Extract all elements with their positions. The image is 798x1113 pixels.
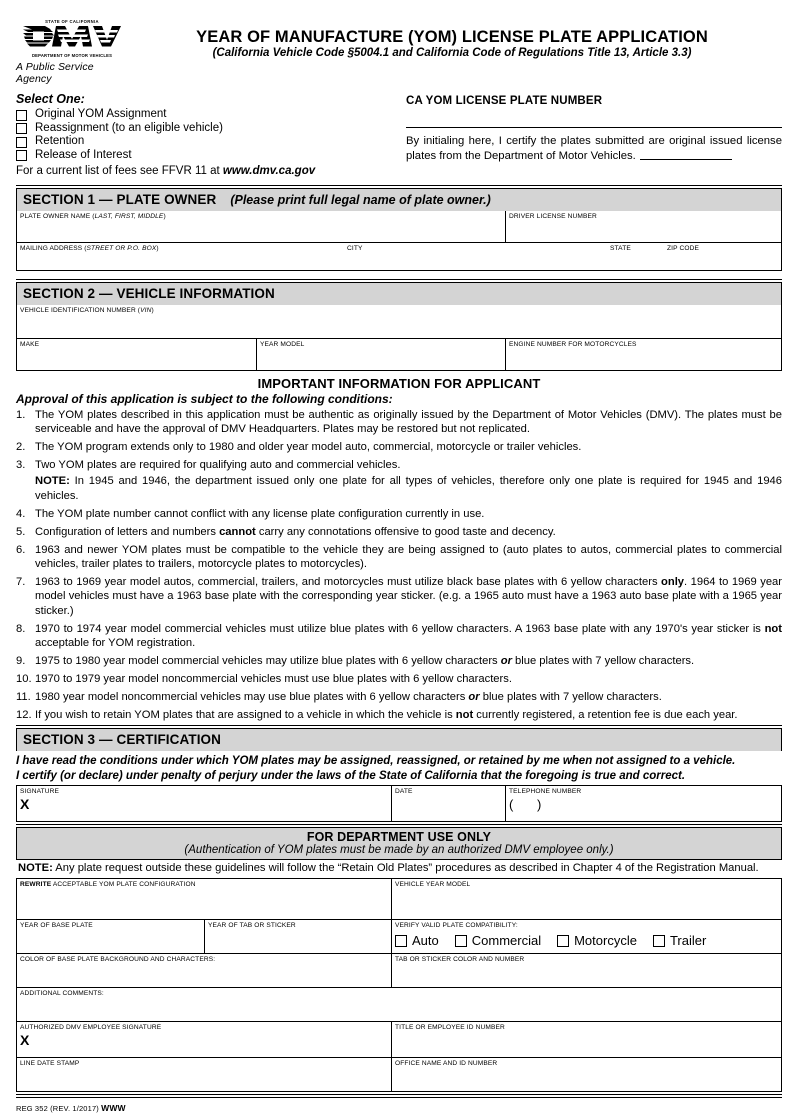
checkbox-label: Auto [412,933,439,949]
checkbox-label: Release of Interest [35,148,132,161]
item-number: 5. [16,525,26,538]
field-color-of-base-plate[interactable] [17,954,392,987]
field-label: VEHICLE IDENTIFICATION NUMBER (VIN) [20,306,154,314]
field-rewrite-plate-configuration[interactable] [17,879,392,919]
item-note [35,474,782,503]
www-label: WWW [101,1103,126,1113]
item-number: 8. [16,622,26,635]
form-title: YEAR OF MANUFACTURE (YOM) LICENSE PLATE APPLICATION [196,28,708,46]
important-info-subtitle: Approval of this application is subject to the following conditions: [16,391,393,406]
field-label: PLATE OWNER NAME (LAST, FIRST, MIDDLE) [20,213,166,220]
plate-number-heading: CA YOM LICENSE PLATE NUMBER [406,95,603,108]
item-post: blue plates with 7 yellow characters. [479,691,662,704]
field-vin[interactable] [17,305,781,338]
field-label: LINE DATE STAMP [20,1060,80,1068]
field-label: YEAR OF BASE PLATE [20,922,93,930]
dept-row-colors [16,954,782,988]
field-label: VERIFY VALID PLATE COMPATIBILITY: [395,922,518,930]
section3-title: SECTION 3 — CERTIFICATION [23,732,222,747]
item-number: 3. [16,458,26,471]
select-and-plate-row [16,92,782,177]
checkbox-icon[interactable] [557,935,569,947]
initials-input-line[interactable] [640,149,732,160]
field-label: YEAR MODEL [260,340,305,348]
dmv-logo-block [16,18,128,85]
important-info-title: IMPORTANT INFORMATION FOR APPLICANT [257,375,541,391]
state-of-california-label: STATE OF CALIFORNIA [45,19,99,24]
field-label: COLOR OF BASE PLATE BACKGROUND AND CHARACTERS: [20,956,216,964]
field-tab-sticker-color[interactable] [392,954,781,987]
item-number: 4. [16,507,26,520]
field-label-zip: ZIP CODE [667,245,699,252]
field-engine-number[interactable] [506,339,781,370]
certification-statement [16,754,782,783]
field-label: ADDITIONAL COMMENTS: [20,990,104,998]
list-item [16,543,782,572]
item-pre: 1963 to 1969 year model autos, commercial, trailers, and motorcycles must utilize black base plates with 6 yellow characters [35,575,662,588]
field-label: MAILING ADDRESS (STREET OR P.O. BOX) [20,245,159,252]
checkbox-row-retention[interactable] [16,135,394,149]
list-item [16,708,782,722]
checkbox-icon[interactable] [395,935,407,947]
item-number: 10. [16,673,32,686]
initial-certification-text [406,134,782,163]
select-one-block [16,92,394,177]
section2-row-make [16,339,782,371]
certification-sentence: By initialing here, I certify the plates submitted are original issued license plates from the Department of Motor Vehicles. [406,135,782,162]
field-year-of-tab-or-sticker[interactable] [205,920,392,953]
checkbox-row-release-of-interest[interactable] [16,149,394,163]
item-emphasis: only [661,575,685,588]
field-signature[interactable] [17,786,392,821]
form-header [16,18,782,85]
list-item [16,575,782,618]
list-item [16,458,782,503]
field-label: AUTHORIZED DMV EMPLOYEE SIGNATURE [20,1024,162,1032]
department-use-title: FOR DEPARTMENT USE ONLY [306,830,492,845]
certification-line-1: I have read the conditions under which YOM plates may be assigned, reassigned, or retained by me when not assigned to a vehicle. [16,755,736,767]
field-verify-plate-compatibility [392,920,781,953]
field-year-of-base-plate[interactable] [17,920,205,953]
fee-text: For a current list of fees see FFVR 11 at [16,165,223,178]
dept-row-base-plate [16,920,782,954]
item-post: . 1964 to 1969 year model vehicles must have a 1963 base plate with the corresponding year sticker. (e.g. a 1965 auto must have a 1963 auto base plate with a 1965 year sticker.) [35,575,782,617]
form-id: REG 352 (REV. 1/2017) [16,1104,102,1113]
field-label: SIGNATURE [20,788,60,796]
item-text [35,622,782,651]
item-main-text: Two YOM plates are required for qualifying auto and commercial vehicles. [35,458,401,471]
item-text: 1970 to 1979 year model noncommercial vehicles must use blue plates with 6 yellow characters. [35,673,512,686]
field-telephone-number[interactable] [506,786,781,821]
checkbox-label: Original YOM Assignment [35,108,167,121]
field-label: REWRITE ACCEPTABLE YOM PLATE CONFIGURATION [20,881,196,889]
department-use-header [16,828,782,859]
item-pre: 1980 year model noncommercial vehicles may use blue plates with 6 yellow characters [35,691,469,704]
item-number: 9. [16,655,26,668]
department-use-subtitle: (Authentication of YOM plates must be made by an authorized DMV employee only.) [184,844,614,857]
form-sheet [16,18,782,1113]
note-text: In 1945 and 1946, the department issued only one plate for all types of vehicles, therefore only one plate is required for 1945 and 1946 vehicles. [35,475,782,502]
section2-header [16,283,782,305]
compatibility-checkbox-row [395,934,781,947]
checkbox-label: Retention [35,135,85,148]
checkbox-label: Reassignment (to an eligible vehicle) [35,121,223,134]
conditions-list [16,408,782,723]
field-office-name-and-id[interactable] [392,1058,781,1091]
item-text [35,654,782,668]
item-post: acceptable for YOM registration. [35,637,196,650]
item-emphasis: not [764,622,782,635]
divider-above-footer [16,1094,782,1098]
checkbox-row-reassignment[interactable] [16,122,394,136]
department-note [16,860,782,878]
item-number: 11. [16,691,31,704]
list-item [16,440,782,454]
item-number: 12. [16,708,32,721]
signature-x-mark: X [20,1032,30,1049]
dmv-logo-icon [22,25,122,53]
section1-note: (Please print full legal name of plate owner.) [230,193,491,207]
certification-line-2: I certify (or declare) under penalty of perjury under the laws of the State of California that the foregoing is true and correct. [16,769,686,782]
list-item [16,525,782,539]
section2-title: SECTION 2 — VEHICLE INFORMATION [23,285,275,301]
item-text: The YOM program extends only to 1980 and older year model auto, commercial, motorcycle or trailer vehicles. [35,440,582,453]
item-post: currently registered, a retention fee is due each year. [473,708,738,721]
item-text: The YOM plate number cannot conflict with any license plate configuration currently in use. [35,507,485,520]
item-text [35,708,782,722]
checkbox-label: Commercial [471,933,542,949]
section3-signature-row [16,785,782,822]
list-item [16,408,782,437]
item-pre: 1975 to 1980 year model commercial vehicles may utilize blue plates with 6 yellow characters [35,655,501,668]
plate-number-block [394,92,782,177]
dept-row-line-date-stamp [16,1058,782,1092]
item-number: 7. [16,575,26,588]
signature-x-mark: X [20,796,30,813]
field-vehicle-year-model[interactable] [392,879,781,919]
item-emphasis: not [455,708,474,721]
section1-header [16,189,782,211]
field-label-city: CITY [347,245,363,252]
field-title-or-employee-id[interactable] [392,1022,781,1057]
field-label: YEAR OF TAB OR STICKER [208,922,296,930]
dept-row-comments [16,988,782,1022]
dept-row-employee-signature [16,1022,782,1058]
item-text [35,525,782,539]
field-plate-owner-name[interactable] [17,211,506,242]
field-date[interactable] [392,786,506,821]
field-label: TITLE OR EMPLOYEE ID NUMBER [395,1024,505,1032]
field-label-state: STATE [610,245,631,252]
note-label: NOTE: [35,475,70,488]
section2-row-vin [16,305,782,339]
note-label: NOTE: [18,862,53,875]
list-item [16,654,782,668]
checkbox-icon[interactable] [16,123,27,134]
dept-row-rewrite [16,878,782,920]
item-number: 6. [16,543,26,556]
item-text: 1963 and newer YOM plates must be compatible to the vehicle they are being assigned to (auto plates to autos, commercial plates to commercial vehicles, trailer plates to trailers, motorcycle plates to motorcycles). [35,543,782,571]
section3-header [16,729,782,751]
checkbox-label: Motorcycle [574,933,637,949]
checkbox-row-original-yom[interactable] [16,108,394,122]
note-text: Any plate request outside these guidelines will follow the “Retain Old Plates” procedures as described in Chapter 4 of the Registration Manual. [52,862,759,875]
item-text [35,575,782,618]
fee-reference-line [16,165,394,177]
field-label: VEHICLE YEAR MODEL [395,881,471,889]
field-label: ENGINE NUMBER FOR MOTORCYCLES [509,340,637,348]
section1-title: SECTION 1 — PLATE OWNER [23,192,217,207]
field-label: OFFICE NAME AND ID NUMBER [395,1060,498,1068]
item-pre: Configuration of letters and numbers [35,525,220,538]
field-label: TAB OR STICKER COLOR AND NUMBER [395,956,525,964]
field-label: DRIVER LICENSE NUMBER [509,213,597,220]
field-label: DATE [395,788,413,796]
dmv-website-link[interactable]: www.dmv.ca.gov [222,165,316,178]
field-label: TELEPHONE NUMBER [509,788,582,796]
department-of-motor-vehicles-label: DEPARTMENT OF MOTOR VEHICLES [31,53,113,59]
checkbox-icon[interactable] [16,150,27,161]
field-additional-comments[interactable] [17,988,781,1021]
checkbox-icon[interactable] [455,935,467,947]
item-post: blue plates with 7 yellow characters. [511,655,695,668]
item-pre: 1970 to 1974 year model commercial vehicles must utilize blue plates with 6 yellow characters. A 1963 base plate with any 1970's year sticker is [35,622,765,635]
field-year-model[interactable] [257,339,506,370]
checkbox-icon[interactable] [16,110,27,121]
checkbox-icon[interactable] [16,137,27,148]
item-emphasis: or [468,691,480,704]
item-pre: If you wish to retain YOM plates that are assigned to a vehicle in which the vehicle is [35,708,456,721]
plate-number-input-line[interactable] [406,127,782,128]
select-one-heading: Select One: [16,92,85,107]
public-service-agency-tagline: A Public Service Agency [16,61,94,86]
field-driver-license-number[interactable] [506,211,781,242]
form-footer [16,1103,782,1113]
checkbox-icon[interactable] [653,935,665,947]
list-item [16,690,782,704]
item-text [35,690,782,704]
field-authorized-employee-signature[interactable] [17,1022,392,1057]
section1-row-2 [16,243,782,271]
checkbox-label: Trailer [669,933,707,949]
item-emphasis: or [500,655,512,668]
item-post: carry any connotations offensive to good taste and decency. [255,525,556,538]
field-label: MAKE [20,340,40,348]
item-text [35,458,782,503]
title-block [128,18,782,61]
field-mailing-address[interactable] [17,243,781,270]
field-make[interactable] [17,339,257,370]
item-emphasis: cannot [219,525,256,538]
list-item [16,507,782,521]
list-item [16,622,782,651]
item-text: The YOM plates described in this application must be authentic as originally issued by the Department of Motor Vehicles (DMV). The plates must be serviceable and have the approval of DMV Headquarters. Plates may be restored but not replicated. [35,408,782,436]
list-item [16,672,782,686]
item-number: 2. [16,440,26,453]
field-line-date-stamp[interactable] [17,1058,392,1091]
item-number: 1. [16,408,26,421]
section1-row-1 [16,211,782,243]
form-subtitle: (California Vehicle Code §5004.1 and California Code of Regulations Title 13, Article 3.3) [212,47,692,60]
telephone-parentheses: ( ) [509,797,552,813]
